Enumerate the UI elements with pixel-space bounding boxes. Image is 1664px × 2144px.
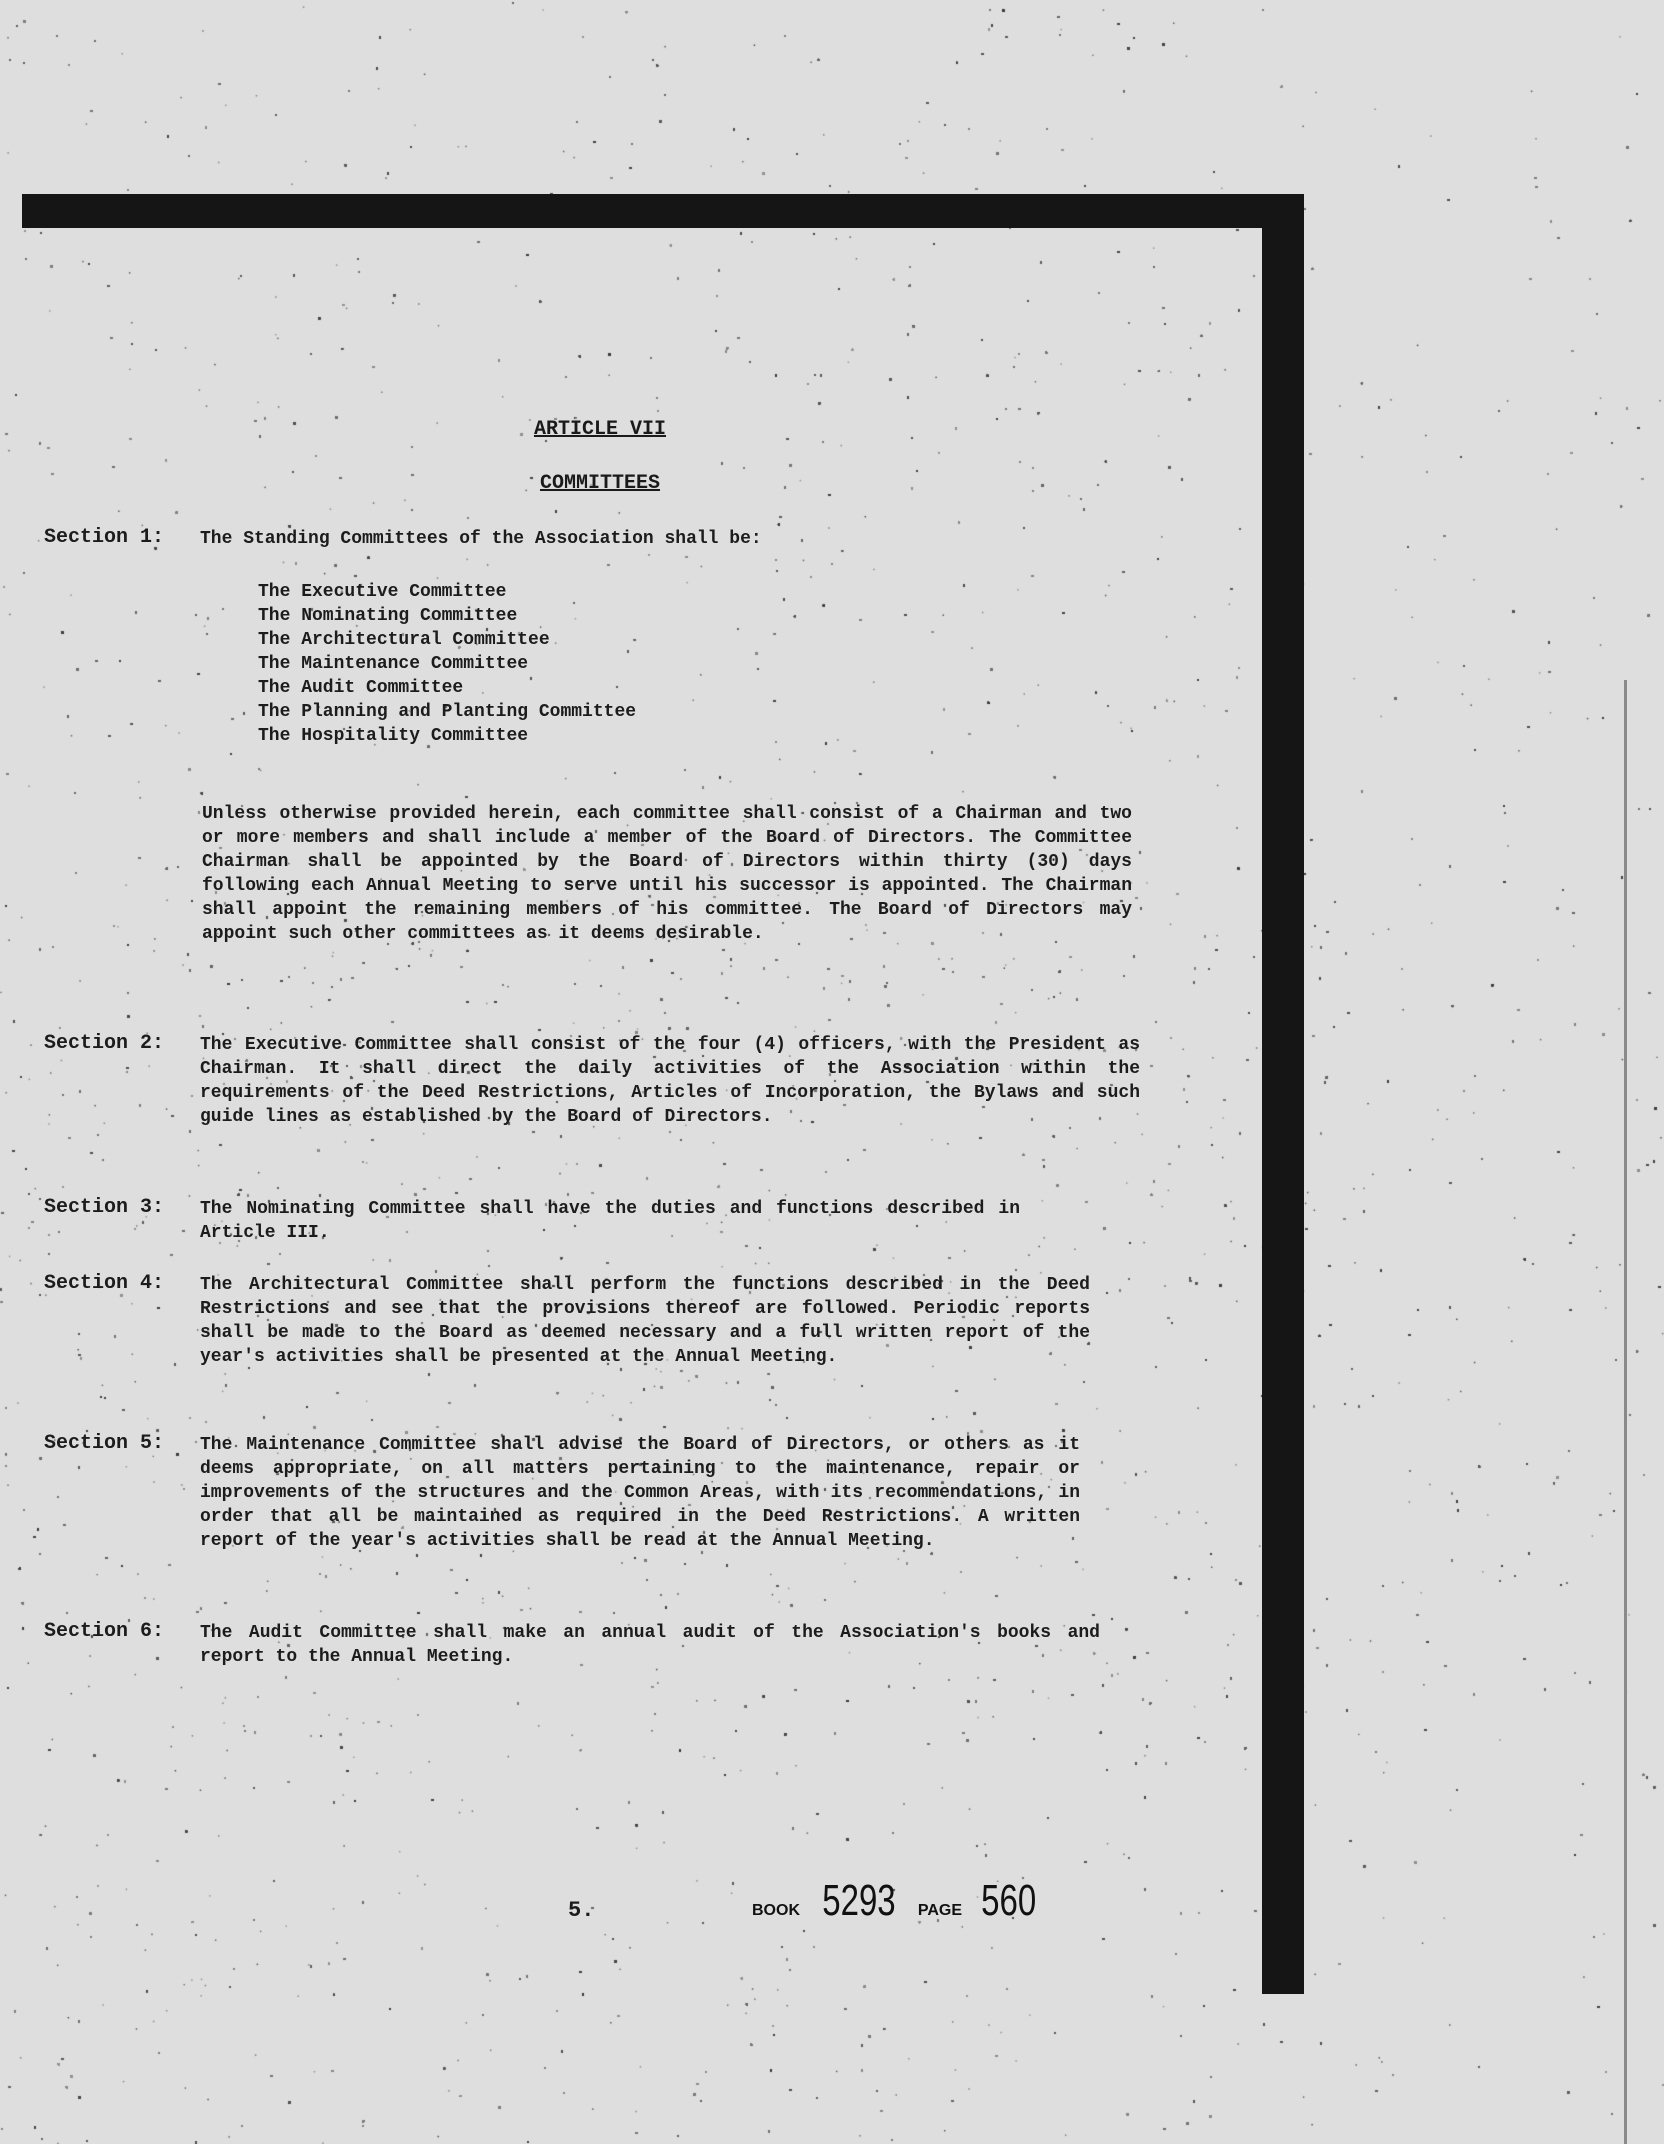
section-5-text: The Maintenance Committee shall advise the Board of Directors, or others as it deems appropriate, on all matters pertaining to the maintenance, repair or improvements of the structures and the Common Areas, with its recommendations, in order that all be maintained as required in the Deed Restrictions. A written report of the year's activities shall be read at the Annual Meeting. <box>200 1435 1080 1551</box>
book-label: BOOK <box>752 1902 800 1919</box>
section-1-label: Section 1: <box>44 526 165 549</box>
recorded-page-number: 560 <box>981 1876 1037 1925</box>
section-4-text: The Architectural Committee shall perform the functions described in the Deed Restrictions and see that the provisions thereof are followed. Periodic reports shall be made to the Board as deemed necessary and a full written report of the year's activities shall be presented at the Annual Meeting. <box>200 1275 1090 1367</box>
section-3-text: The Nominating Committee shall have the duties and functions described in Article III. <box>200 1199 1020 1243</box>
section-1-paragraph: Unless otherwise provided herein, each committee shall consist of a Chairman and two or more members and shall include a member of the Board of Directors. The Committee Chairman shall be appointed by the Board of Directors within thirty (30) days following each Annual Meeting to serve until his successor is appointed. The Chairman shall appoint the remaining members of his committee. The Board of Directors may appoint such other committees as it deems desirable. <box>202 804 1132 944</box>
committee-list-item: The Architectural Committee <box>258 630 550 650</box>
recording-stamp <box>752 1876 1045 1926</box>
committee-list-item: The Planning and Planting Committee <box>258 702 637 722</box>
page-label: PAGE <box>917 1902 963 1919</box>
section-2-text: The Executive Committee shall consist of the four (4) officers, with the President as Chairman. It shall direct the daily activities of the Association within the requirements of the Deed Restrictions, Articles of Incorporation, the Bylaws and such guide lines as established by the Board of Directors. <box>200 1035 1140 1127</box>
book-number: 5293 <box>822 1876 896 1925</box>
section-6-text: The Audit Committee shall make an annual audit of the Association's books and report to the Annual Meeting. <box>200 1623 1100 1667</box>
section-2-label: Section 2: <box>44 1032 165 1055</box>
article-title: ARTICLE VII <box>533 418 667 441</box>
article-subtitle: COMMITTEES <box>539 472 661 495</box>
section-1-intro: The Standing Committees of the Association shall be: <box>200 529 762 549</box>
page-number: 5. <box>568 1898 595 1923</box>
section-6-label: Section 6: <box>44 1620 165 1643</box>
committee-list-item: The Hospitality Committee <box>258 726 529 746</box>
committee-list <box>258 580 636 748</box>
section-3-label: Section 3: <box>44 1196 165 1219</box>
section-5-label: Section 5: <box>44 1432 165 1455</box>
committee-list-item: The Nominating Committee <box>258 606 518 626</box>
committee-list-item: The Executive Committee <box>258 582 507 602</box>
committee-list-item: The Maintenance Committee <box>258 654 529 674</box>
section-4-label: Section 4: <box>44 1272 165 1295</box>
committee-list-item: The Audit Committee <box>258 678 464 698</box>
